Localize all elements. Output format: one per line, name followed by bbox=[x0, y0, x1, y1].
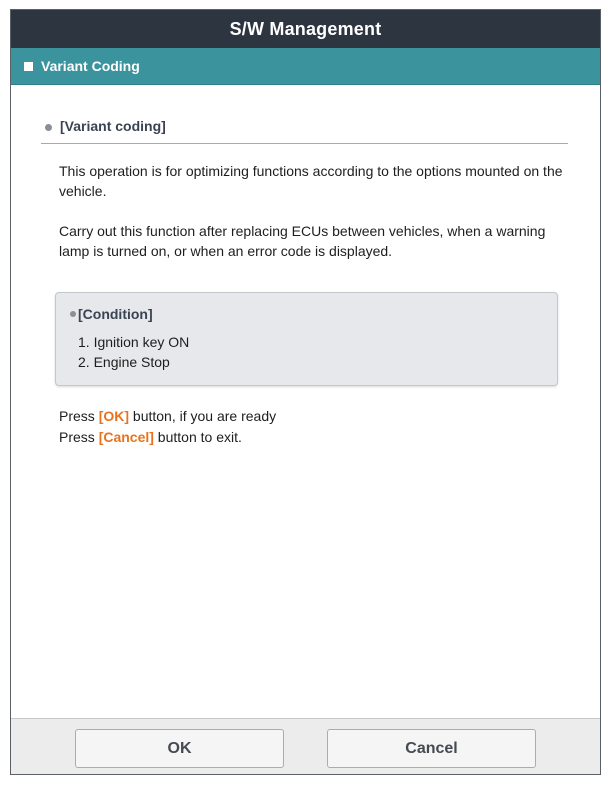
condition-title: [Condition] bbox=[78, 306, 153, 322]
condition-item-2: 2. Engine Stop bbox=[78, 354, 170, 370]
ok-instruction-suffix: button, if you are ready bbox=[129, 408, 277, 424]
ok-button[interactable]: OK bbox=[75, 729, 284, 768]
title-bar bbox=[11, 10, 600, 48]
ok-instruction bbox=[59, 406, 276, 426]
condition-header bbox=[70, 306, 153, 322]
ok-instruction-highlight: [OK] bbox=[98, 408, 130, 424]
description-paragraph-1: This operation is for optimizing functions according to the options mounted on the vehicle. bbox=[59, 163, 563, 199]
cancel-instruction bbox=[59, 427, 242, 447]
condition-item-1: 1. Ignition key ON bbox=[78, 334, 190, 350]
cancel-instruction-suffix: button to exit. bbox=[153, 429, 242, 445]
bullet-dot-icon bbox=[45, 124, 52, 131]
cancel-instruction-prefix: Press bbox=[59, 429, 99, 445]
content-area bbox=[11, 85, 600, 718]
condition-box bbox=[55, 292, 558, 386]
button-bar bbox=[11, 718, 600, 774]
window-title: S/W Management bbox=[229, 18, 382, 39]
square-bullet-icon bbox=[24, 62, 33, 71]
section-header bbox=[11, 48, 600, 85]
cancel-instruction-highlight: [Cancel] bbox=[98, 429, 154, 445]
bullet-dot-icon bbox=[70, 311, 76, 317]
subsection-title: [Variant coding] bbox=[60, 118, 166, 134]
subsection-header bbox=[41, 118, 568, 144]
description-paragraph-2: Carry out this function after replacing ECUs between vehicles, when a warning lamp is turned on, or when an error code is displayed. bbox=[59, 223, 546, 259]
section-title: Variant Coding bbox=[41, 58, 140, 74]
ok-instruction-prefix: Press bbox=[59, 408, 99, 424]
cancel-button[interactable]: Cancel bbox=[327, 729, 536, 768]
dialog-window bbox=[10, 9, 601, 775]
